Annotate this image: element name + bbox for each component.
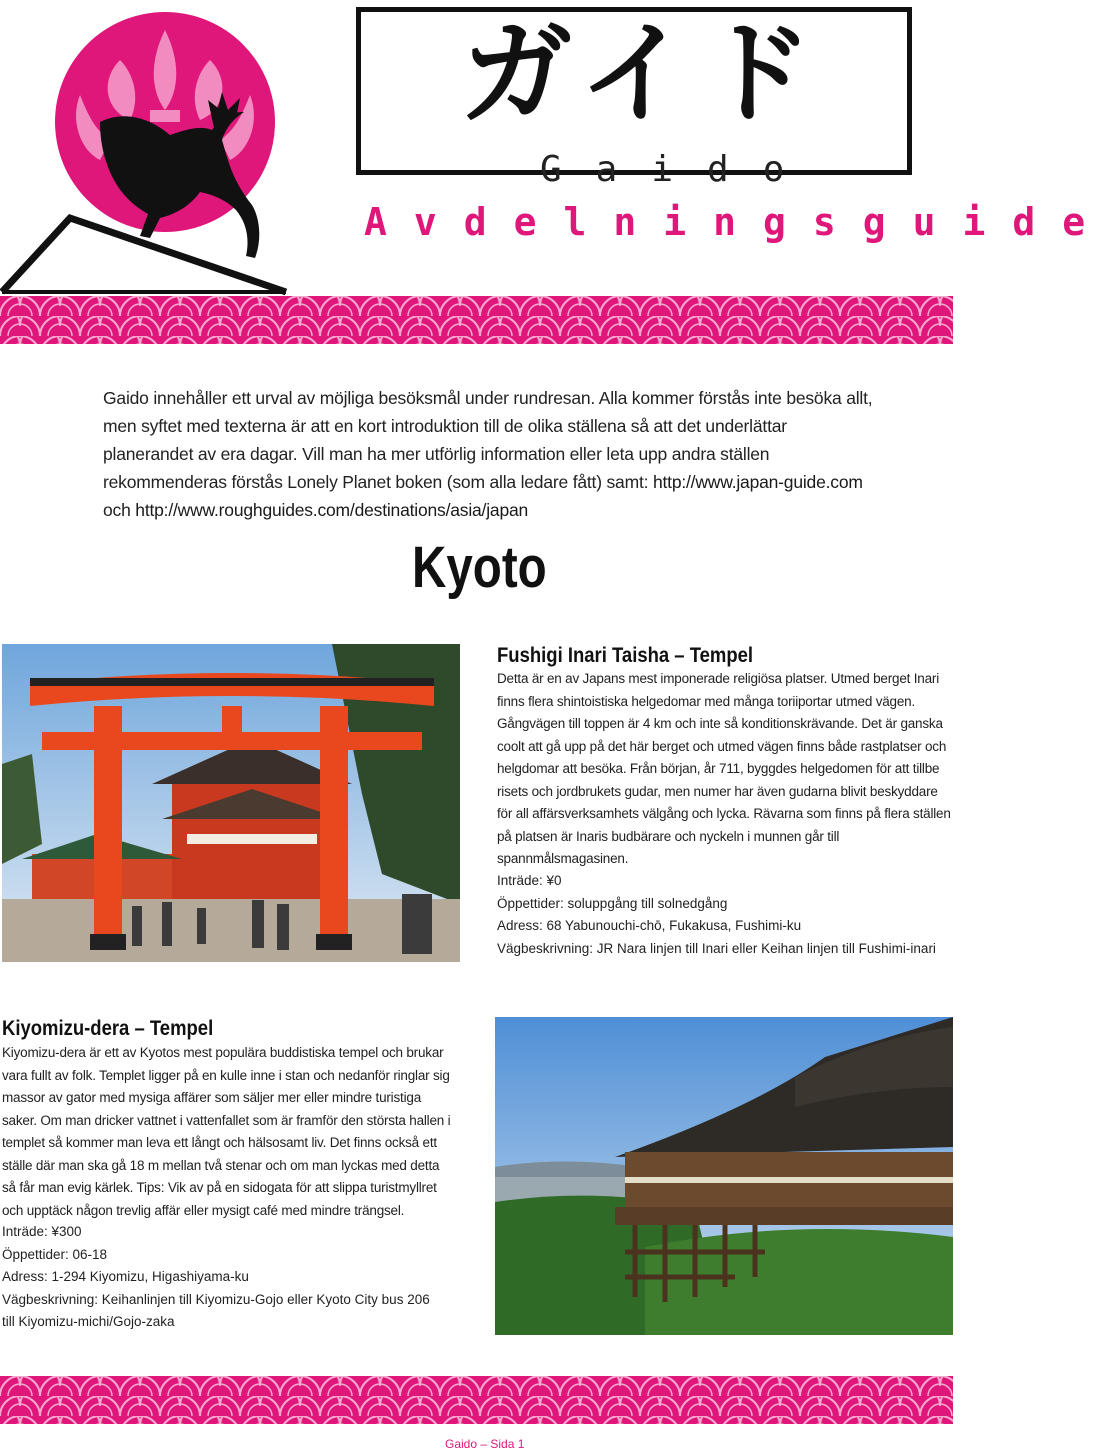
section-text: Kiyomizu-dera är ett av Kyotos mest populära buddistiska tempel och brukar vara fullt av folk. Templet ligger på en kulle inne i stan och nedanför ringlar sig massor av gator med mysiga affärer som säljer mer eller mindre turistiga saker. Om man dricker vattnet i vattenfallet som är framför den största hallen i templet så kommer man leva ett långt och hälsosamt liv. Det finns också ett ställe där man ska gå 18 m mellan två stenar och om man lyckas med detta så får man evig kärlek. Tips: Vik av på en sidogata för att slippa turistmyllret och upptäck någon trevlig affär eller mysigt café med mindre trängsel. (2, 1045, 451, 1218)
info-entry-fee: Inträde: ¥0 (497, 873, 562, 888)
info-block-fushimi-inari (497, 870, 952, 960)
link-roughguides[interactable]: http://www.roughguides.com/destinations/asia/japan (135, 500, 529, 520)
intro-paragraph (103, 384, 873, 524)
intro-and-word: och (103, 500, 131, 520)
link-japan-guide[interactable]: http://www.japan-guide.com (652, 472, 863, 492)
info-entry-fee: Inträde: ¥300 (2, 1224, 82, 1239)
section-text: Detta är en av Japans mest imponerade religiösa platser. Utmed berget Inari finns flera shintoistiska helgedomar med många toriiportar utmed vägen. Gångvägen till toppen är 4 km och inte så konditionskrävande. Det är ganska coolt att gå upp på det här berget och utmed vägen finns både rastplatser och helgdomar att besöka. Från början, år 711, byggdes helgedomen för att tillbe risets och jordbrukets gudar, men numer har även gudarna blivit beskyddare för all affärsverksamhets välgång och lycka. Rävarna som finns på flera ställen på platsen är Inaris budbärare och nyckeln i munnen går till spannmålsmagasinen. (497, 671, 951, 866)
kiyomizu-dera-photo (495, 1017, 953, 1335)
section-body-kiyomizu-dera (2, 1042, 454, 1222)
gaido-logo-emblem (0, 0, 300, 300)
wave-pattern-band-top (0, 296, 953, 344)
info-address: Adress: 1-294 Kiyomizu, Higashiyama-ku (2, 1269, 249, 1284)
info-directions: Vägbeskrivning: JR Nara linjen till Inari eller Keihan linjen till Fushimi-inari (497, 940, 936, 956)
info-directions: Vägbeskrivning: Keihanlinjen till Kiyomizu-Gojo eller Kyoto City bus 206 till Kiyomizu-michi/Gojo-zaka (2, 1291, 430, 1329)
page-footer: Gaido – Sida 1 (445, 1437, 525, 1451)
section-body-fushimi-inari (497, 668, 952, 871)
info-address: Adress: 68 Yabunouchi-chō, Fukakusa, Fushimi-ku (497, 918, 802, 933)
info-block-kiyomizu-dera (2, 1221, 442, 1334)
info-opening-hours: Öppettider: 06-18 (2, 1246, 108, 1262)
title-japanese: ガイド (460, 9, 823, 139)
intro-text: Gaido innehåller ett urval av möjliga besöksmål under rundresan. Alla kommer förstås inte besöka allt, men syftet med texterna är att en kort introduktion till de olika ställena så att det underlättar planerandet av era dagar. Vill man ha mer utförlig information eller leta upp andra ställen rekommenderas förstås Lonely Planet boken (som alla ledare fått) samt: (103, 388, 873, 492)
info-opening-hours: Öppettider: soluppgång till solnedgång (497, 895, 728, 911)
title-romaji: Gaido (540, 149, 819, 190)
city-heading: Kyoto (412, 535, 547, 600)
section-title-fushimi-inari: Fushigi Inari Taisha – Tempel (497, 644, 754, 667)
section-title-kiyomizu-dera: Kiyomizu-dera – Tempel (2, 1017, 214, 1040)
subtitle: Avdelningsguide (364, 200, 1112, 244)
fushimi-inari-torii-photo (2, 644, 460, 962)
wave-pattern-band-bottom (0, 1376, 953, 1424)
